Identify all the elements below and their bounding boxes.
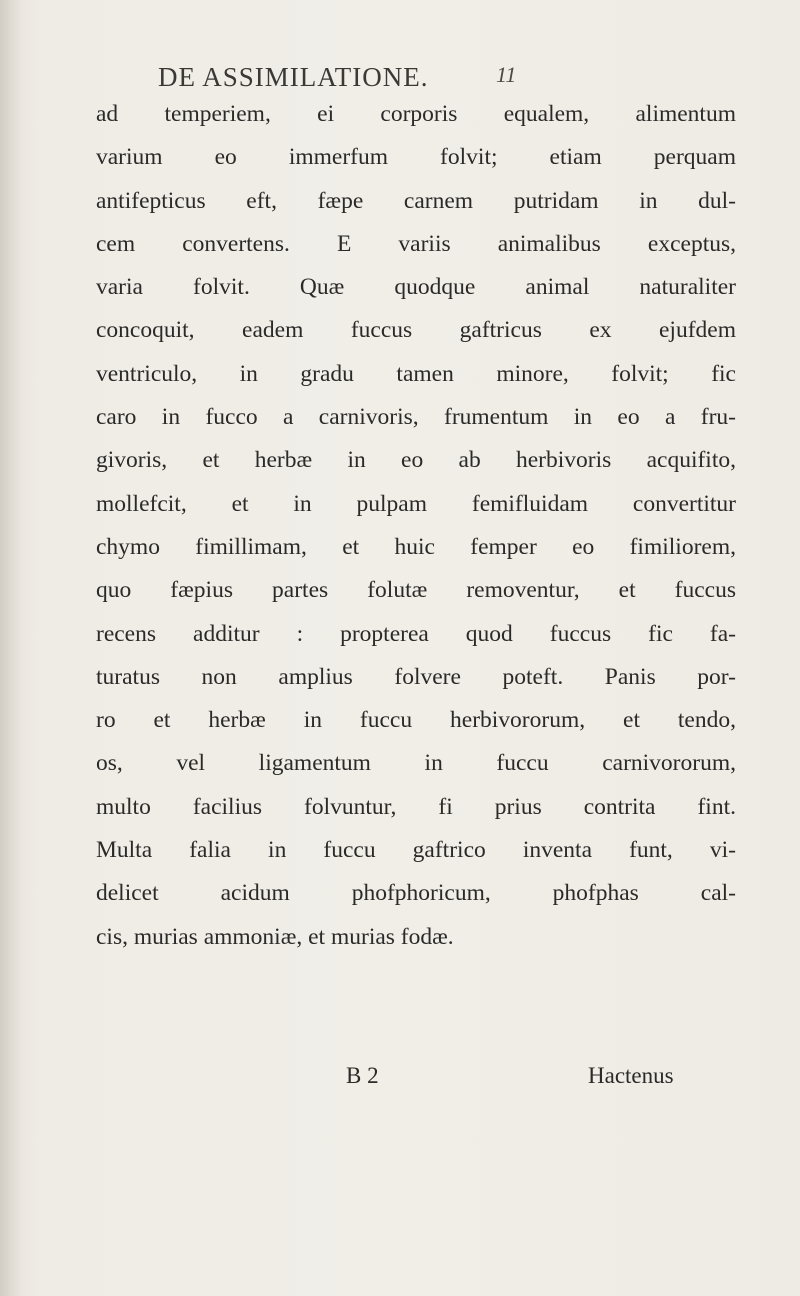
text-line: varium eo immerfum folvit; etiam perquam bbox=[96, 144, 736, 171]
text-line: concoquit, eadem fuccus gaftricus ex ejufdem bbox=[96, 317, 736, 344]
text-line: quo fæpius partes folutæ removentur, et fuccus bbox=[96, 577, 736, 604]
text-line: turatus non amplius folvere poteft. Panis por- bbox=[96, 663, 736, 690]
page-footer bbox=[0, 1063, 800, 1103]
text-line: delicet acidum phofphoricum, phofphas cal- bbox=[96, 880, 736, 907]
text-line: caro in fucco a carnivoris, frumentum in eo a fru- bbox=[96, 404, 736, 431]
text-line: cem convertens. E variis animalibus exceptus, bbox=[96, 230, 736, 257]
body-text bbox=[96, 93, 736, 959]
text-line: multo facilius folvuntur, fi prius contrita fint. bbox=[96, 793, 736, 820]
text-line: mollefcit, et in pulpam femifluidam convertitur bbox=[96, 490, 736, 517]
text-line: os, vel ligamentum in fuccu carnivororum, bbox=[96, 750, 736, 777]
text-line: cis, murias ammoniæ, et murias fodæ. bbox=[96, 923, 454, 950]
running-head-title: DE ASSIMILATIONE. bbox=[158, 62, 429, 92]
text-line: antifepticus eft, fæpe carnem putridam in dul- bbox=[96, 187, 736, 214]
text-line: givoris, et herbæ in eo ab herbivoris acquifito, bbox=[96, 447, 736, 474]
text-line: ventriculo, in gradu tamen minore, folvit; fic bbox=[96, 360, 736, 387]
text-line: ro et herbæ in fuccu herbivororum, et tendo, bbox=[96, 707, 736, 734]
text-line: chymo fimillimam, et huic femper eo fimiliorem, bbox=[96, 533, 736, 560]
text-line: varia folvit. Quæ quodque animal naturaliter bbox=[96, 274, 736, 301]
text-line: ad temperiem, ei corporis equalem, alimentum bbox=[96, 101, 736, 127]
page-number: 11 bbox=[496, 62, 517, 87]
catchword: Hactenus bbox=[588, 1063, 674, 1088]
text-line: recens additur : propterea quod fuccus fic fa- bbox=[96, 620, 736, 647]
signature-mark: B 2 bbox=[346, 1063, 379, 1088]
text-line: Multa falia in fuccu gaftrico inventa funt, vi- bbox=[96, 837, 736, 864]
